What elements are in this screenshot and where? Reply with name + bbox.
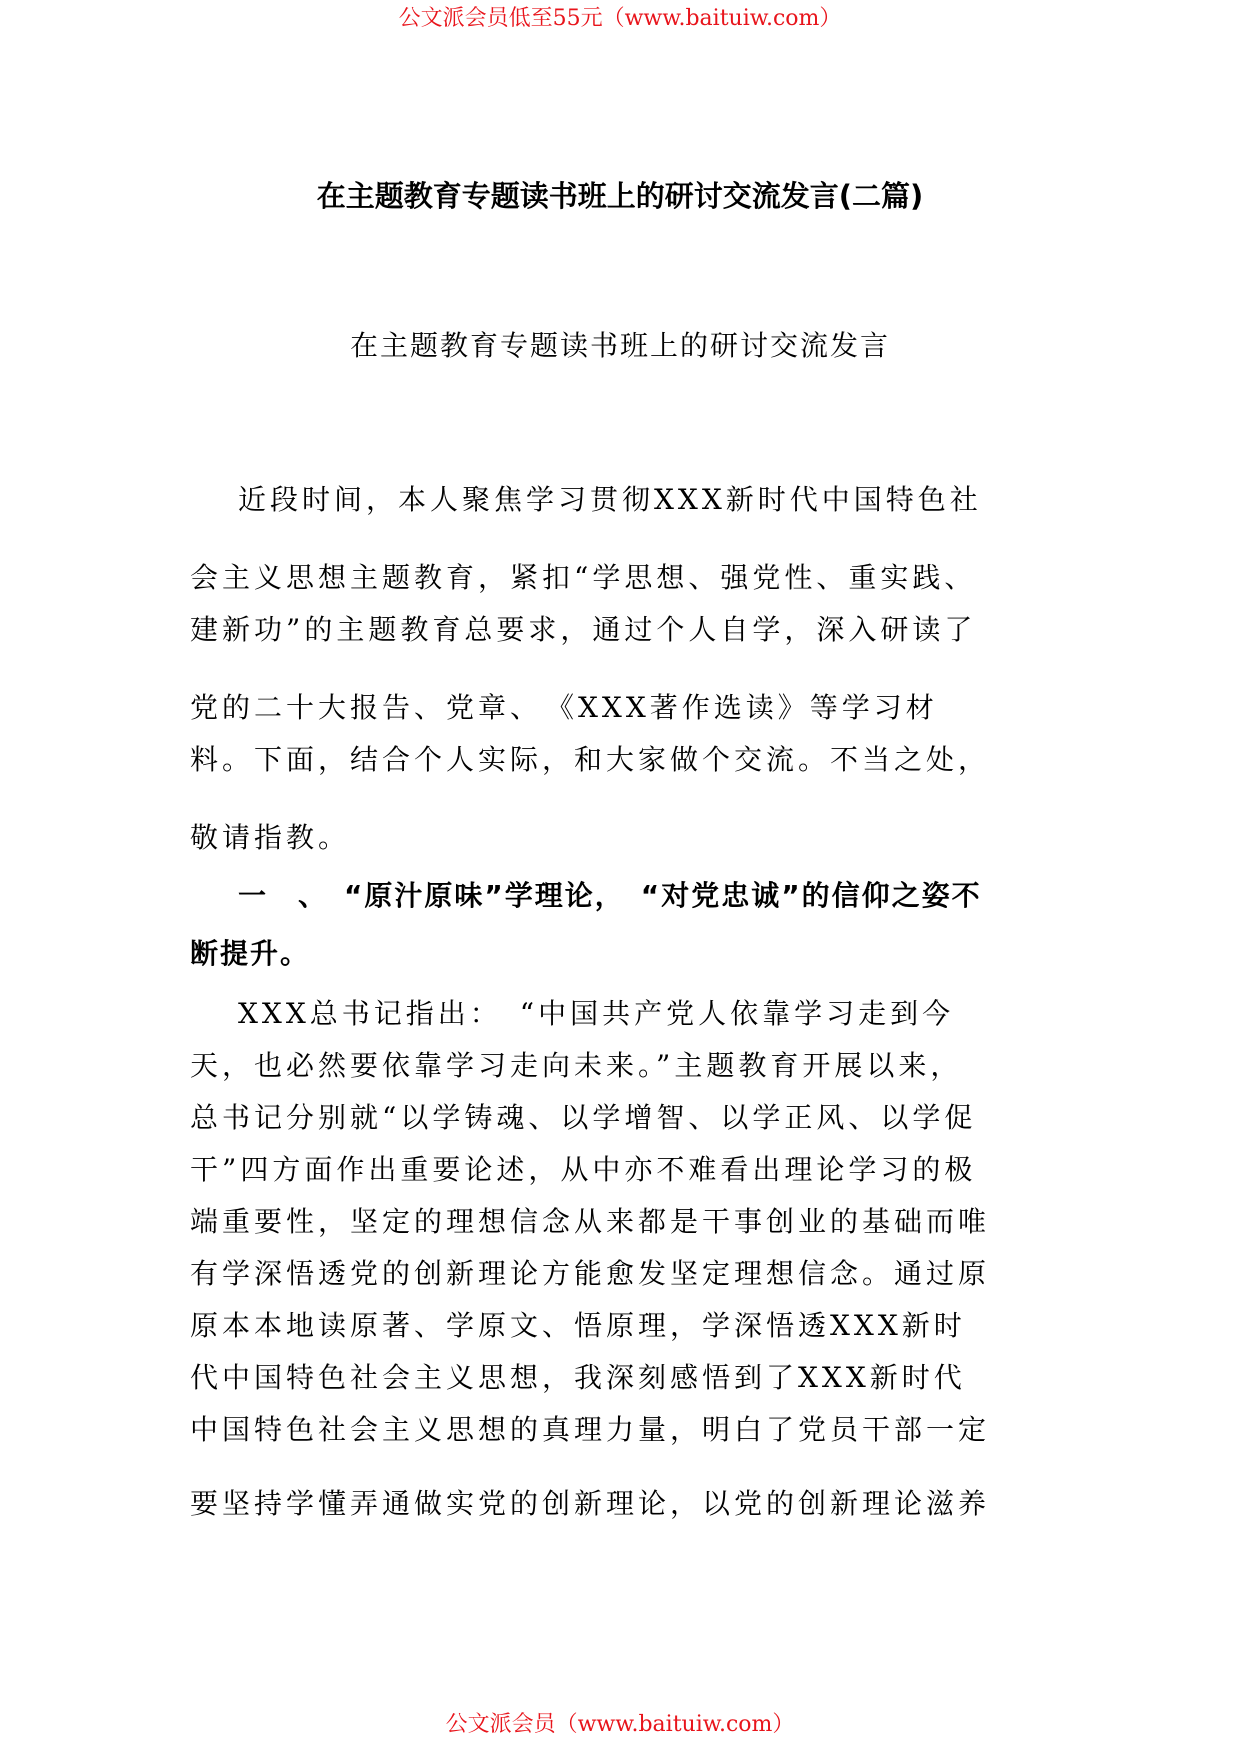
section-heading: 一 、 “原汁原味”学理论， “对党忠诚”的信仰之姿不 [238, 879, 982, 912]
paragraph-line: 建新功”的主题教育总要求，通过个人自学，深入研读了 [190, 613, 977, 646]
paragraph-line: 要坚持学懂弄通做实党的创新理论，以党的创新理论滋养 [190, 1487, 991, 1520]
paragraph-line: 天，也必然要依靠学习走向未来。”主题教育开展以来， [190, 1049, 963, 1082]
watermark-top: 公文派会员低至55元（www.baituiw.com） [398, 6, 842, 31]
paragraph-line: 有学深悟透党的创新理论方能愈发坚定理想信念。通过原 [190, 1257, 991, 1290]
paragraph-line: 会主义思想主题教育，紧扣“学思想、强党性、重实践、 [190, 561, 977, 594]
section-heading-cont: 断提升。 [190, 937, 311, 970]
document-subtitle: 在主题教育专题读书班上的研讨交流发言 [349, 329, 890, 362]
watermark-bottom: 公文派会员（www.baituiw.com） [445, 1712, 795, 1737]
paragraph-line: 端重要性，坚定的理想信念从来都是干事创业的基础而唯 [190, 1205, 991, 1238]
paragraph-line: 代中国特色社会主义思想，我深刻感悟到了XXX新时代 [190, 1361, 966, 1394]
paragraph-line: XXX总书记指出： “中国共产党人依靠学习走到今 [238, 997, 955, 1030]
paragraph-line: 党的二十大报告、党章、 《XXX著作选读》等学习材 [190, 691, 938, 724]
document-title: 在主题教育专题读书班上的研讨交流发言(二篇) [316, 179, 924, 213]
paragraph-line: 近段时间，本人聚焦学习贯彻XXX新时代中国特色社 [238, 483, 982, 516]
paragraph-line: 总书记分别就“以学铸魂、以学增智、以学正风、以学促 [190, 1101, 977, 1134]
paragraph-line: 敬请指教。 [190, 821, 351, 854]
paragraph-line: 料。下面，结合个人实际，和大家做个交流。不当之处， [190, 743, 991, 776]
paragraph-line: 中国特色社会主义思想的真理力量，明白了党员干部一定 [190, 1413, 991, 1446]
paragraph-line: 干”四方面作出重要论述，从中亦不难看出理论学习的极 [190, 1153, 977, 1186]
paragraph-line: 原本本地读原著、学原文、悟原理，学深悟透XXX新时 [190, 1309, 966, 1342]
